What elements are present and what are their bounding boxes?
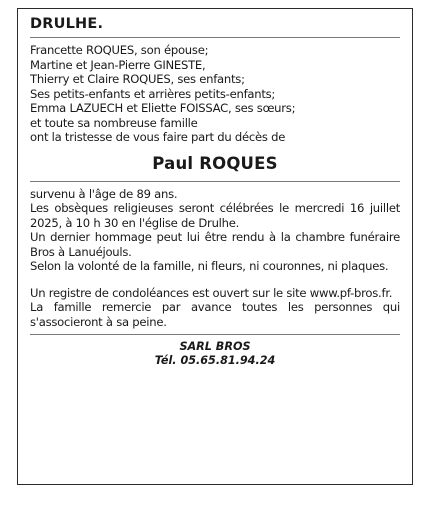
footer-divider xyxy=(30,334,400,335)
family-list xyxy=(30,43,400,145)
detail-paragraph: Un dernier hommage peut lui être rendu à la chambre funéraire Bros à Lanuéjouls. xyxy=(30,230,400,259)
family-line: et toute sa nombreuse famille xyxy=(30,115,198,130)
top-divider xyxy=(30,37,400,38)
detail-paragraph: Les obsèques religieuses seront célébrées le mercredi 16 juillet 2025, à 10 h 30 en l'église de Drulhe. xyxy=(30,201,400,230)
obituary-notice xyxy=(17,8,413,485)
deceased-name: Paul ROQUES xyxy=(152,153,278,173)
funeral-home-name: SARL BROS xyxy=(179,340,251,353)
funeral-home-phone: Tél. 05.65.81.94.24 xyxy=(154,354,276,367)
closing-paragraph: La famille remercie par avance toutes les personnes qui s'associeront à sa peine. xyxy=(30,300,400,329)
family-line: Francette ROQUES, son épouse; xyxy=(30,43,209,57)
family-line: ont la tristesse de vous faire part du décès de xyxy=(30,130,286,144)
family-line: Martine et Jean-Pierre GINESTE, xyxy=(30,57,206,72)
closing-paragraph: Un registre de condoléances est ouvert sur le site www.pf-bros.fr. xyxy=(30,285,393,300)
family-line: Ses petits-enfants et arrières petits-enfants; xyxy=(30,86,276,101)
detail-paragraph: survenu à l'âge de 89 ans. xyxy=(30,186,178,201)
name-divider xyxy=(30,181,400,182)
detail-paragraph: Selon la volonté de la famille, ni fleurs, ni couronnes, ni plaques. xyxy=(30,259,389,273)
section-spacer xyxy=(30,274,400,286)
family-line: Emma LAZUECH et Eliette FOISSAC, ses sœurs; xyxy=(30,101,296,115)
family-line: Thierry et Claire ROQUES, ses enfants; xyxy=(30,72,245,86)
town-heading: DRULHE. xyxy=(30,16,104,32)
closing-section xyxy=(30,286,400,330)
details-section xyxy=(30,187,400,274)
